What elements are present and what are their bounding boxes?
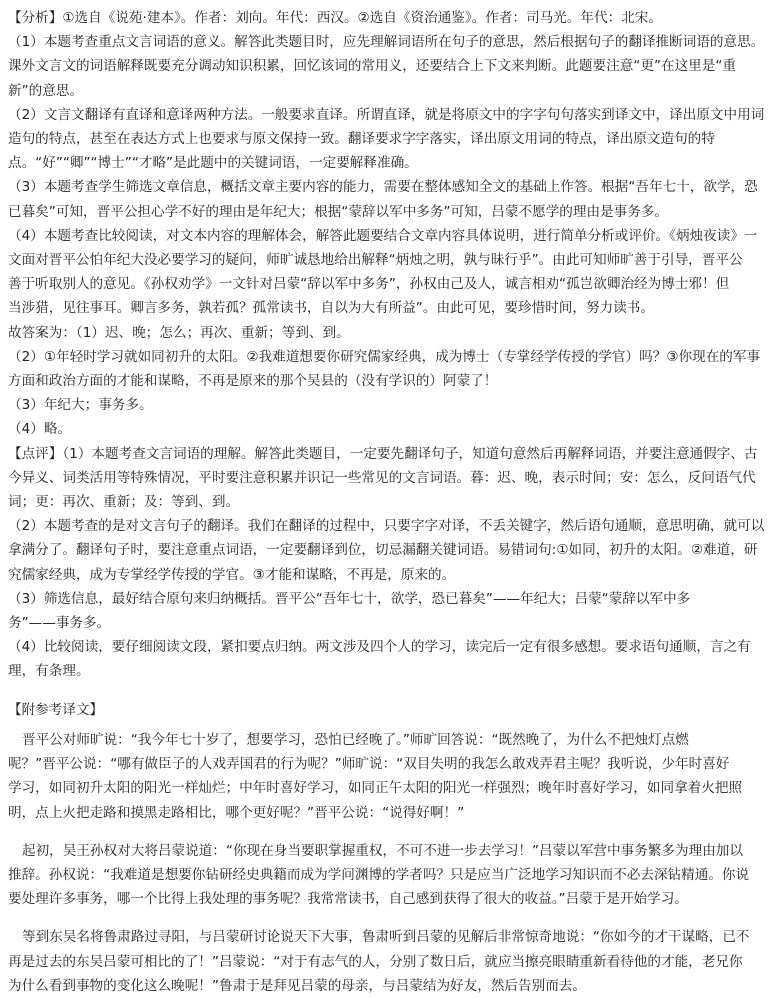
comment-line: （3）筛选信息，最好结合原句来归纳概括。晋平公“吾年七十，欲学，恐已暮矣”——年纪大；吕蒙“蒙辞以军中多: [8, 590, 691, 607]
translation-line: 呢？”晋平公说：“哪有做臣子的人戏弄国君的行为呢？”师旷说：“双目失明的我怎么敢戏弄君主呢？我听说，少年时喜好: [8, 756, 730, 773]
analysis-line: 当涉猎，见往事耳。卿言多务，孰若孤？孤常读书，自以为大有所益”。由此可见，要珍惜时间，努力读书。: [8, 300, 654, 317]
translation-paragraph: [8, 839, 774, 912]
comment-line: 拿满分了。翻译句子时，要注意重点词语，一定要翻译到位，切忌漏翻关键词语。易错词句:①如同，初升的太阳。②难道，研: [8, 542, 758, 559]
translation-paragraph: [8, 728, 774, 825]
comment-line: 究儒家经典，成为专掌经学传授的学官。③才能和谋略，不再是，原来的。: [8, 566, 456, 583]
analysis-line: 新”的意思。: [8, 82, 84, 99]
translation-line: 学习，如同初升太阳的阳光一样灿烂；中年时喜好学习，如同正午太阳的阳光一样强烈；晚年时喜好学习，如同拿着火把照: [8, 780, 743, 797]
analysis-line: 已暮矣”可知，晋平公担心学不好的理由是年纪大；根据“蒙辞以军中多务”可知，吕蒙不愿学的理由是事务多。: [8, 203, 669, 220]
comment-line: 词；更：再次、重新；及：等到、到。: [8, 494, 240, 511]
analysis-line: 课外文言文的词语解释既要充分调动知识积累，回忆该词的常用义，还要结合上下文来判断。此题要注意“更”在这里是“重: [8, 58, 736, 75]
comment-section: [8, 442, 774, 684]
translation-section: [8, 698, 774, 998]
comment-line: （4）比较阅读，要仔细阅读文段，紧扣要点归纳。两文涉及四个人的学习，读完后一定有很多感想。要求语句通顺，言之有: [8, 639, 751, 656]
analysis-line: 点。“好”“卿”“博士”“才略”是此题中的关键词语，一定要解释准确。: [8, 155, 418, 172]
comment-line: 【点评】（1）本题考查文言词语的理解。解答此类题目，一定要先翻译句子，知道句意然后再解释词语，并要注意通假字、古: [8, 445, 758, 462]
translation-line: 晋平公对师旷说：“我今年七十岁了，想要学习，恐怕已经晚了。”师旷回答说：“既然晚了，为什么不把烛灯点燃: [22, 731, 689, 748]
analysis-line: （3）本题考查学生筛选文章信息，概括文章主要内容的能力，需要在整体感知全文的基础上作答。根据“吾年七十，欲学，恐: [8, 179, 758, 196]
comment-line: （2）本题考查的是对文言句子的翻译。我们在翻译的过程中，只要字字对译，不丢关键字，然后语句通顺，意思明确，就可以: [8, 518, 765, 535]
translation-line: 再是过去的东吴吕蒙可相比的了！”吕蒙说：“对于有志气的人，分别了数日后，就应当擦亮眼睛重新看待他的才能，老兄你: [8, 953, 743, 970]
analysis-line: （2）文言文翻译有直译和意译两种方法。一般要求直译。所谓直译，就是将原文中的字字句句落实到译文中，译出原文中用词: [8, 106, 765, 123]
comment-line: 理，有条理。: [8, 663, 90, 680]
answer-line: （4）略。: [8, 421, 72, 438]
analysis-line: 造句的特点，甚至在表达方式上也要求与原文保持一致。翻译要求字字落实，译出原文用词的特点，译出原文造句的特: [8, 131, 715, 148]
translation-paragraph: [8, 925, 774, 998]
translation-header: 【附参考译文】: [8, 701, 104, 718]
comment-line: 今异义、词类活用等特殊情况，平时要注意积累并识记一些常见的文言词语。暮：迟、晚，表示时间；安：怎么，反问语气代: [8, 469, 756, 486]
answer-line: （2）①年轻时学习就如同初升的太阳。②我难道想要你研究儒家经典，成为博士（专掌经学传授的学官）吗？③你现在的军事: [8, 348, 761, 365]
analysis-line: 善于听取别人的意见。《孙权劝学》一文针对吕蒙“辞以军中多务”，孙权由己及人，诚言相劝“孤岂欲卿治经为博士邪！但: [8, 276, 730, 293]
analysis-section: [8, 6, 774, 321]
analysis-line: 文面对晋平公怕年纪大没必要学习的疑问，师旷诚恳地给出解释“炳烛之明，孰与昧行乎”。由此可知师旷善于引导，晋平公: [8, 252, 743, 269]
comment-line: 务”——事务多。: [8, 615, 111, 632]
translation-line: 为什么看到事物的变化这么晚呢！”鲁肃于是拜见吕蒙的母亲，与吕蒙结为好友，然后告别而去。: [8, 977, 586, 994]
translation-line: 要处理许多事务，哪一个比得上我处理的事务呢？我常常读书，自己感到获得了很大的收益。”吕蒙于是开始学习。: [8, 891, 688, 908]
analysis-line: （4）本题考查比较阅读，对文本内容的理解体会，解答此题要结合文章内容具体说明，进行简单分析或评价。《炳烛夜读》一: [8, 227, 758, 244]
answer-line: 方面和政治方面的才能和谋略，不再是原来的那个吴县的（没有学识的）阿蒙了！: [8, 373, 498, 390]
analysis-line: 【分析】①选自《说苑·建本》。作者：刘向。年代：西汉。②选自《资治通鉴》。作者：司马光。年代：北宋。: [8, 10, 662, 26]
translation-line: 推辞。孙权说：“我难道是想要你钻研经史典籍而成为学问渊博的学者吗？只是应当广泛地学习知识而不必去深钻精通。你说: [8, 866, 750, 883]
translation-line: 等到东吴名将鲁肃路过寻阳，与吕蒙研讨论说天下大事，鲁肃听到吕蒙的见解后非常惊奇地说：“你如今的才干谋略，已不: [22, 929, 750, 946]
answer-line: （3）年纪大；事务多。: [8, 397, 153, 414]
translation-line: 起初，吴王孙权对大将吕蒙说道：“你现在身当要职掌握重权，不可不进一步去学习！”吕蒙以军营中事务繁多为理由加以: [22, 842, 743, 859]
answer-line: 故答案为：（1）迟、晚；怎么；再次、重新；等到、到。: [8, 324, 350, 341]
answer-section: [8, 321, 774, 442]
analysis-line: （1）本题考查重点文言词语的意义。解答此类题目时，应先理解词语所在句子的意思，然后根据句子的翻译推断词语的意思。: [8, 34, 765, 51]
translation-line: 明，点上火把走路和摸黑走路相比，哪个更好呢？”晋平公说：“说得好啊！”: [8, 804, 465, 821]
